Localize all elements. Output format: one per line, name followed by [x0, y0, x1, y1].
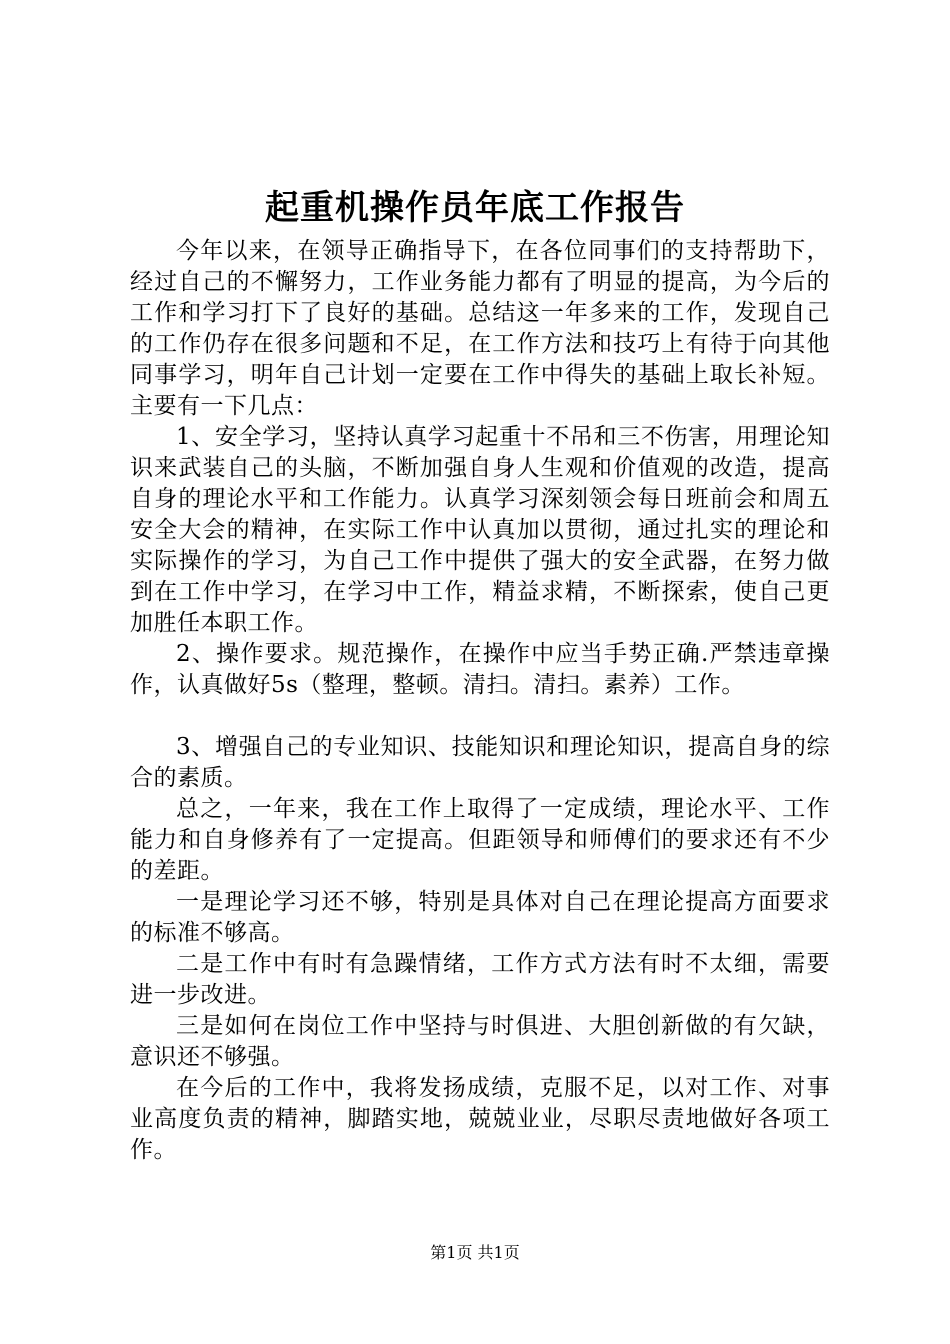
paragraph-spacer	[130, 701, 830, 732]
paragraph-closing: 在今后的工作中，我将发扬成绩，克服不足，以对工作、对事业高度负责的精神，脚踏实地，兢兢业业，尽职尽责地做好各项工作。	[130, 1075, 830, 1163]
paragraph-shortcoming-two: 二是工作中有时有急躁情绪，工作方式方法有时不太细，需要进一步改进。	[130, 951, 830, 1008]
paragraph-shortcoming-three: 三是如何在岗位工作中坚持与时俱进、大胆创新做的有欠缺，意识还不够强。	[130, 1013, 830, 1070]
paragraph-safety-study: 1、安全学习，坚持认真学习起重十不吊和三不伤害，用理论知识来武装自己的头脑，不断加强自身人生观和价值观的改造，提高自身的理论水平和工作能力。认真学习深刻领会每日班前会和周五安全大会的精神，在实际工作中认真加以贯彻，通过扎实的理论和实际操作的学习，为自己工作中提供了强大的安全武器，在努力做到在工作中学习，在学习中工作，精益求精，不断探索，使自己更加胜任本职工作。	[130, 424, 830, 636]
document-body	[130, 236, 830, 1166]
paragraph-operation-requirements: 2、操作要求。规范操作，在操作中应当手势正确.严禁违章操作，认真做好5s（整理，整顿。清扫。清扫。素养）工作。	[130, 641, 830, 698]
document-title: 起重机操作员年底工作报告	[265, 188, 685, 228]
page-number-footer: 第1页 共1页	[430, 1243, 520, 1262]
paragraph-knowledge: 3、增强自己的专业知识、技能知识和理论知识，提高自身的综合的素质。	[130, 734, 830, 791]
paragraph-summary: 总之，一年来，我在工作上取得了一定成绩，理论水平、工作能力和自身修养有了一定提高。但距领导和师傅们的要求还有不少的差距。	[130, 796, 830, 884]
paragraph-shortcoming-one: 一是理论学习还不够，特别是具体对自己在理论提高方面要求的标准不够高。	[130, 889, 830, 946]
paragraph-intro: 今年以来，在领导正确指导下，在各位同事们的支持帮助下，经过自己的不懈努力，工作业务能力都有了明显的提高，为今后的工作和学习打下了良好的基础。总结这一年多来的工作，发现自己的工作仍存在很多问题和不足，在工作方法和技巧上有待于向其他同事学习，明年自己计划一定要在工作中得失的基础上取长补短。主要有一下几点：	[130, 238, 830, 419]
